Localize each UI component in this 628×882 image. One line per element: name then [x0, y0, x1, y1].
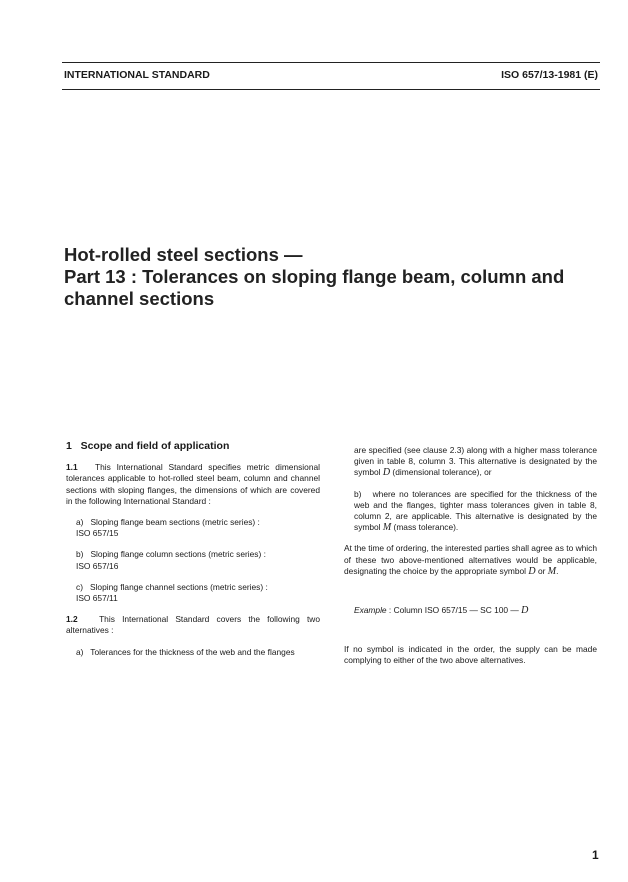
example-label: Example [354, 605, 387, 616]
item-text: Sloping flange beam sections (metric series) : [90, 517, 260, 528]
list-item [66, 582, 320, 604]
final-paragraph: If no symbol is indicated in the order, the supply can be made complying to either of the two above alternatives. [344, 644, 597, 666]
symbol: D [382, 467, 391, 479]
title-line-1: Hot-rolled steel sections — [64, 244, 303, 265]
clause-text: This International Standard covers the following two alternatives : [66, 614, 320, 636]
right-column [344, 445, 597, 677]
item-ref: ISO 657/16 [76, 560, 119, 571]
item-label: b) [76, 549, 84, 560]
title-line-2: Part 13 : Tolerances on sloping flange beam, column and [64, 266, 565, 287]
paragraph-1-1 [66, 462, 320, 507]
symbol: M [547, 565, 557, 577]
list-item [66, 517, 320, 539]
item-ref: ISO 657/11 [76, 593, 118, 604]
item-text: (mass tolerance). [393, 522, 459, 533]
symbol: M [382, 522, 392, 534]
section-heading: 1 Scope and field of application [66, 440, 230, 452]
alternative-b [344, 489, 597, 534]
paragraph-text: or [537, 565, 546, 576]
page-number: 1 [592, 848, 599, 862]
item-label: a) [76, 517, 84, 528]
item-text: where no tolerances are specified for the thickness of the web and the flanges, tighter mass tolerances given in table 8, column 2, are applicable. This alternative is designated by the symbol [354, 488, 597, 533]
item-text: are specified (see clause 2.3) along with a higher mass tolerance given in table 8, column 3. This alternative is designated by the symbol [354, 445, 597, 478]
header-top-rule [62, 62, 600, 63]
header-standard-number: ISO 657/13-1981 (E) [501, 69, 598, 81]
item-ref: ISO 657/15 [76, 528, 119, 539]
paragraph-text: At the time of ordering, the interested parties shall agree as to which of these two above-mentioned alternatives would be applicable, designating the choice by the appropriate symbol [344, 543, 597, 576]
document-title [64, 244, 604, 310]
ordering-paragraph: At the time of ordering, the interested parties shall agree as to which of these two above-mentioned alternatives would be applicable, designating the choice by the appropriate symbol D or M. [344, 543, 597, 577]
item-text: Tolerances for the thickness of the web and the flanges [90, 646, 295, 657]
left-column [66, 441, 320, 668]
header-bottom-rule [62, 89, 600, 90]
clause-text: This International Standard specifies metric dimensional tolerances applicable to hot-rolled steel beam, column and channel sections with sloping flanges, the dimensions of which are covered in the following International Standard : [66, 462, 320, 506]
item-label: c) [76, 581, 83, 592]
item-text: Sloping flange channel sections (metric series) : [89, 581, 268, 592]
alternative-a-continued [344, 445, 597, 479]
alternative-a-start [66, 647, 320, 658]
item-text: (dimensional tolerance), or [392, 467, 492, 478]
item-label: b) [354, 488, 362, 499]
header-standard-label: INTERNATIONAL STANDARD [64, 69, 210, 81]
clause-number: 1.2 [66, 614, 78, 625]
title-line-3: channel sections [64, 288, 215, 309]
symbol: D [521, 605, 529, 617]
example-text: : Column ISO 657/15 — SC 100 — [388, 605, 519, 616]
clause-number: 1.1 [66, 462, 78, 473]
paragraph-1-2 [66, 614, 320, 636]
example [344, 605, 597, 616]
item-text: Sloping flange column sections (metric series) : [90, 549, 266, 560]
list-item [66, 549, 320, 571]
symbol: D [528, 565, 536, 577]
item-label: a) [76, 646, 84, 657]
